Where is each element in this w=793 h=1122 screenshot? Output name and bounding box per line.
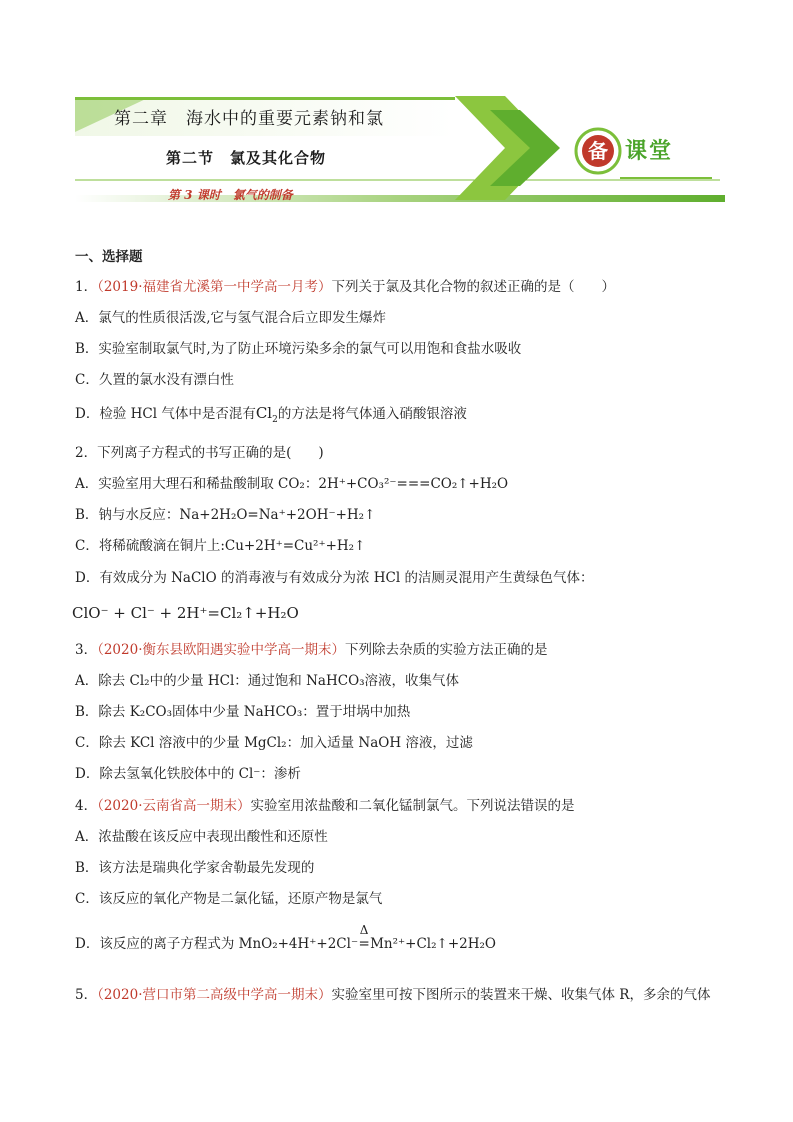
lesson-title: 第 3 课时 氯气的制备 <box>168 188 293 202</box>
header-banner <box>0 0 793 215</box>
q4-option-b: B．该方法是瑞典化学家舍勒最先发现的 <box>75 860 315 876</box>
equation: Cu+2H⁺=Cu²⁺+H₂↑ <box>224 538 366 554</box>
question-2-stem: 2．下列离子方程式的书写正确的是( ) <box>75 445 324 461</box>
section-title: 第二节 氯及其化合物 <box>166 149 327 167</box>
question-1-stem <box>75 277 615 297</box>
logo-emblem: 备 <box>588 139 608 163</box>
chapter-title: 第二章 海水中的重要元素钠和氯 <box>114 109 384 129</box>
question-3-stem: 3．（2020·衡东县欧阳遇实验中学高一期末）下列除去杂质的实验方法正确的是 <box>75 642 548 658</box>
q4-option-c: C．该反应的氧化产物是二氯化锰，还原产物是氯气 <box>75 891 383 907</box>
question-5-stem: 5．（2020·营口市第二高级中学高一期末）实验室里可按下图所示的装置来干燥、收集气体 R，多余的气体 <box>75 987 711 1003</box>
formula-cl2: $Cl_2$ <box>255 404 278 425</box>
q2-option-c: C．将稀硫酸滴在铜片上:Cu+2H⁺=Cu²⁺+H₂↑ <box>75 538 366 554</box>
q1-option-d: D．检验 HCl 气体中是否混有$Cl_2$的方法是将气体通入硝酸银溶液 <box>75 404 467 425</box>
q1-option-c: C．久置的氯水没有漂白性 <box>75 372 234 388</box>
q3-option-b: B．除去 K₂CO₃固体中少量 NaHCO₃：置于坩埚中加热 <box>75 704 411 720</box>
q1-option-b: B．实验室制取氯气时,为了防止环境污染多余的氯气可以用饱和食盐水吸收 <box>75 341 522 357</box>
q2-option-a: A．实验室用大理石和稀盐酸制取 CO₂：2H⁺+CO₃²⁻===CO₂↑+H₂O <box>75 476 509 492</box>
question-4-stem: 4．（2020·云南省高一期末）实验室用浓盐酸和二氧化锰制氯气。下列说法错误的是 <box>75 798 575 814</box>
heat-equals-sign: Δ = <box>358 923 370 952</box>
equation: Na+2H₂O=Na⁺+2OH⁻+H₂↑ <box>179 507 376 523</box>
q3-option-a: A．除去 Cl₂中的少量 HCl：通过饱和 NaHCO₃溶液，收集气体 <box>75 673 460 689</box>
equation: 2H⁺+CO₃²⁻===CO₂↑+H₂O <box>318 476 509 492</box>
part-title: 一、选择题 <box>75 249 143 265</box>
q3-option-d: D．除去氢氧化铁胶体中的 Cl⁻：渗析 <box>75 766 301 782</box>
q2-option-d: D．有效成分为 NaClO 的消毒液与有效成分为浓 HCl 的洁厕灵混用产生黄绿色气体： <box>75 570 594 586</box>
q4-option-a: A．浓盐酸在该反应中表现出酸性和还原性 <box>75 829 328 845</box>
q1-option-a: A．氯气的性质很活泼,它与氢气混合后立即发生爆炸 <box>75 310 387 326</box>
q3-option-c: C．除去 KCl 溶液中的少量 MgCl₂：加入适量 NaOH 溶液，过滤 <box>75 735 473 751</box>
logo-text: 课堂 <box>625 139 674 164</box>
question-source: （2020·云南省高一期末） <box>97 798 251 814</box>
question-source: （2020·营口市第二高级中学高一期末） <box>97 987 332 1003</box>
question-source: （2020·衡东县欧阳遇实验中学高一期末） <box>97 642 345 658</box>
q2-option-d-equation: ClO⁻ + Cl⁻ + 2H⁺=Cl₂↑+H₂O <box>72 604 299 622</box>
question-number: 1． <box>75 279 98 295</box>
q4-option-d: D．该反应的离子方程式为 MnO₂+4H⁺+2Cl⁻ Δ =Mn²⁺+Cl₂↑+2H₂O <box>75 923 496 952</box>
question-text: 下列关于氯及其化合物的叙述正确的是（ ） <box>331 279 615 295</box>
question-source: （2019·福建省尤溪第一中学高一月考） <box>97 279 332 295</box>
q2-option-b: B．钠与水反应：Na+2H₂O=Na⁺+2OH⁻+H₂↑ <box>75 507 376 523</box>
